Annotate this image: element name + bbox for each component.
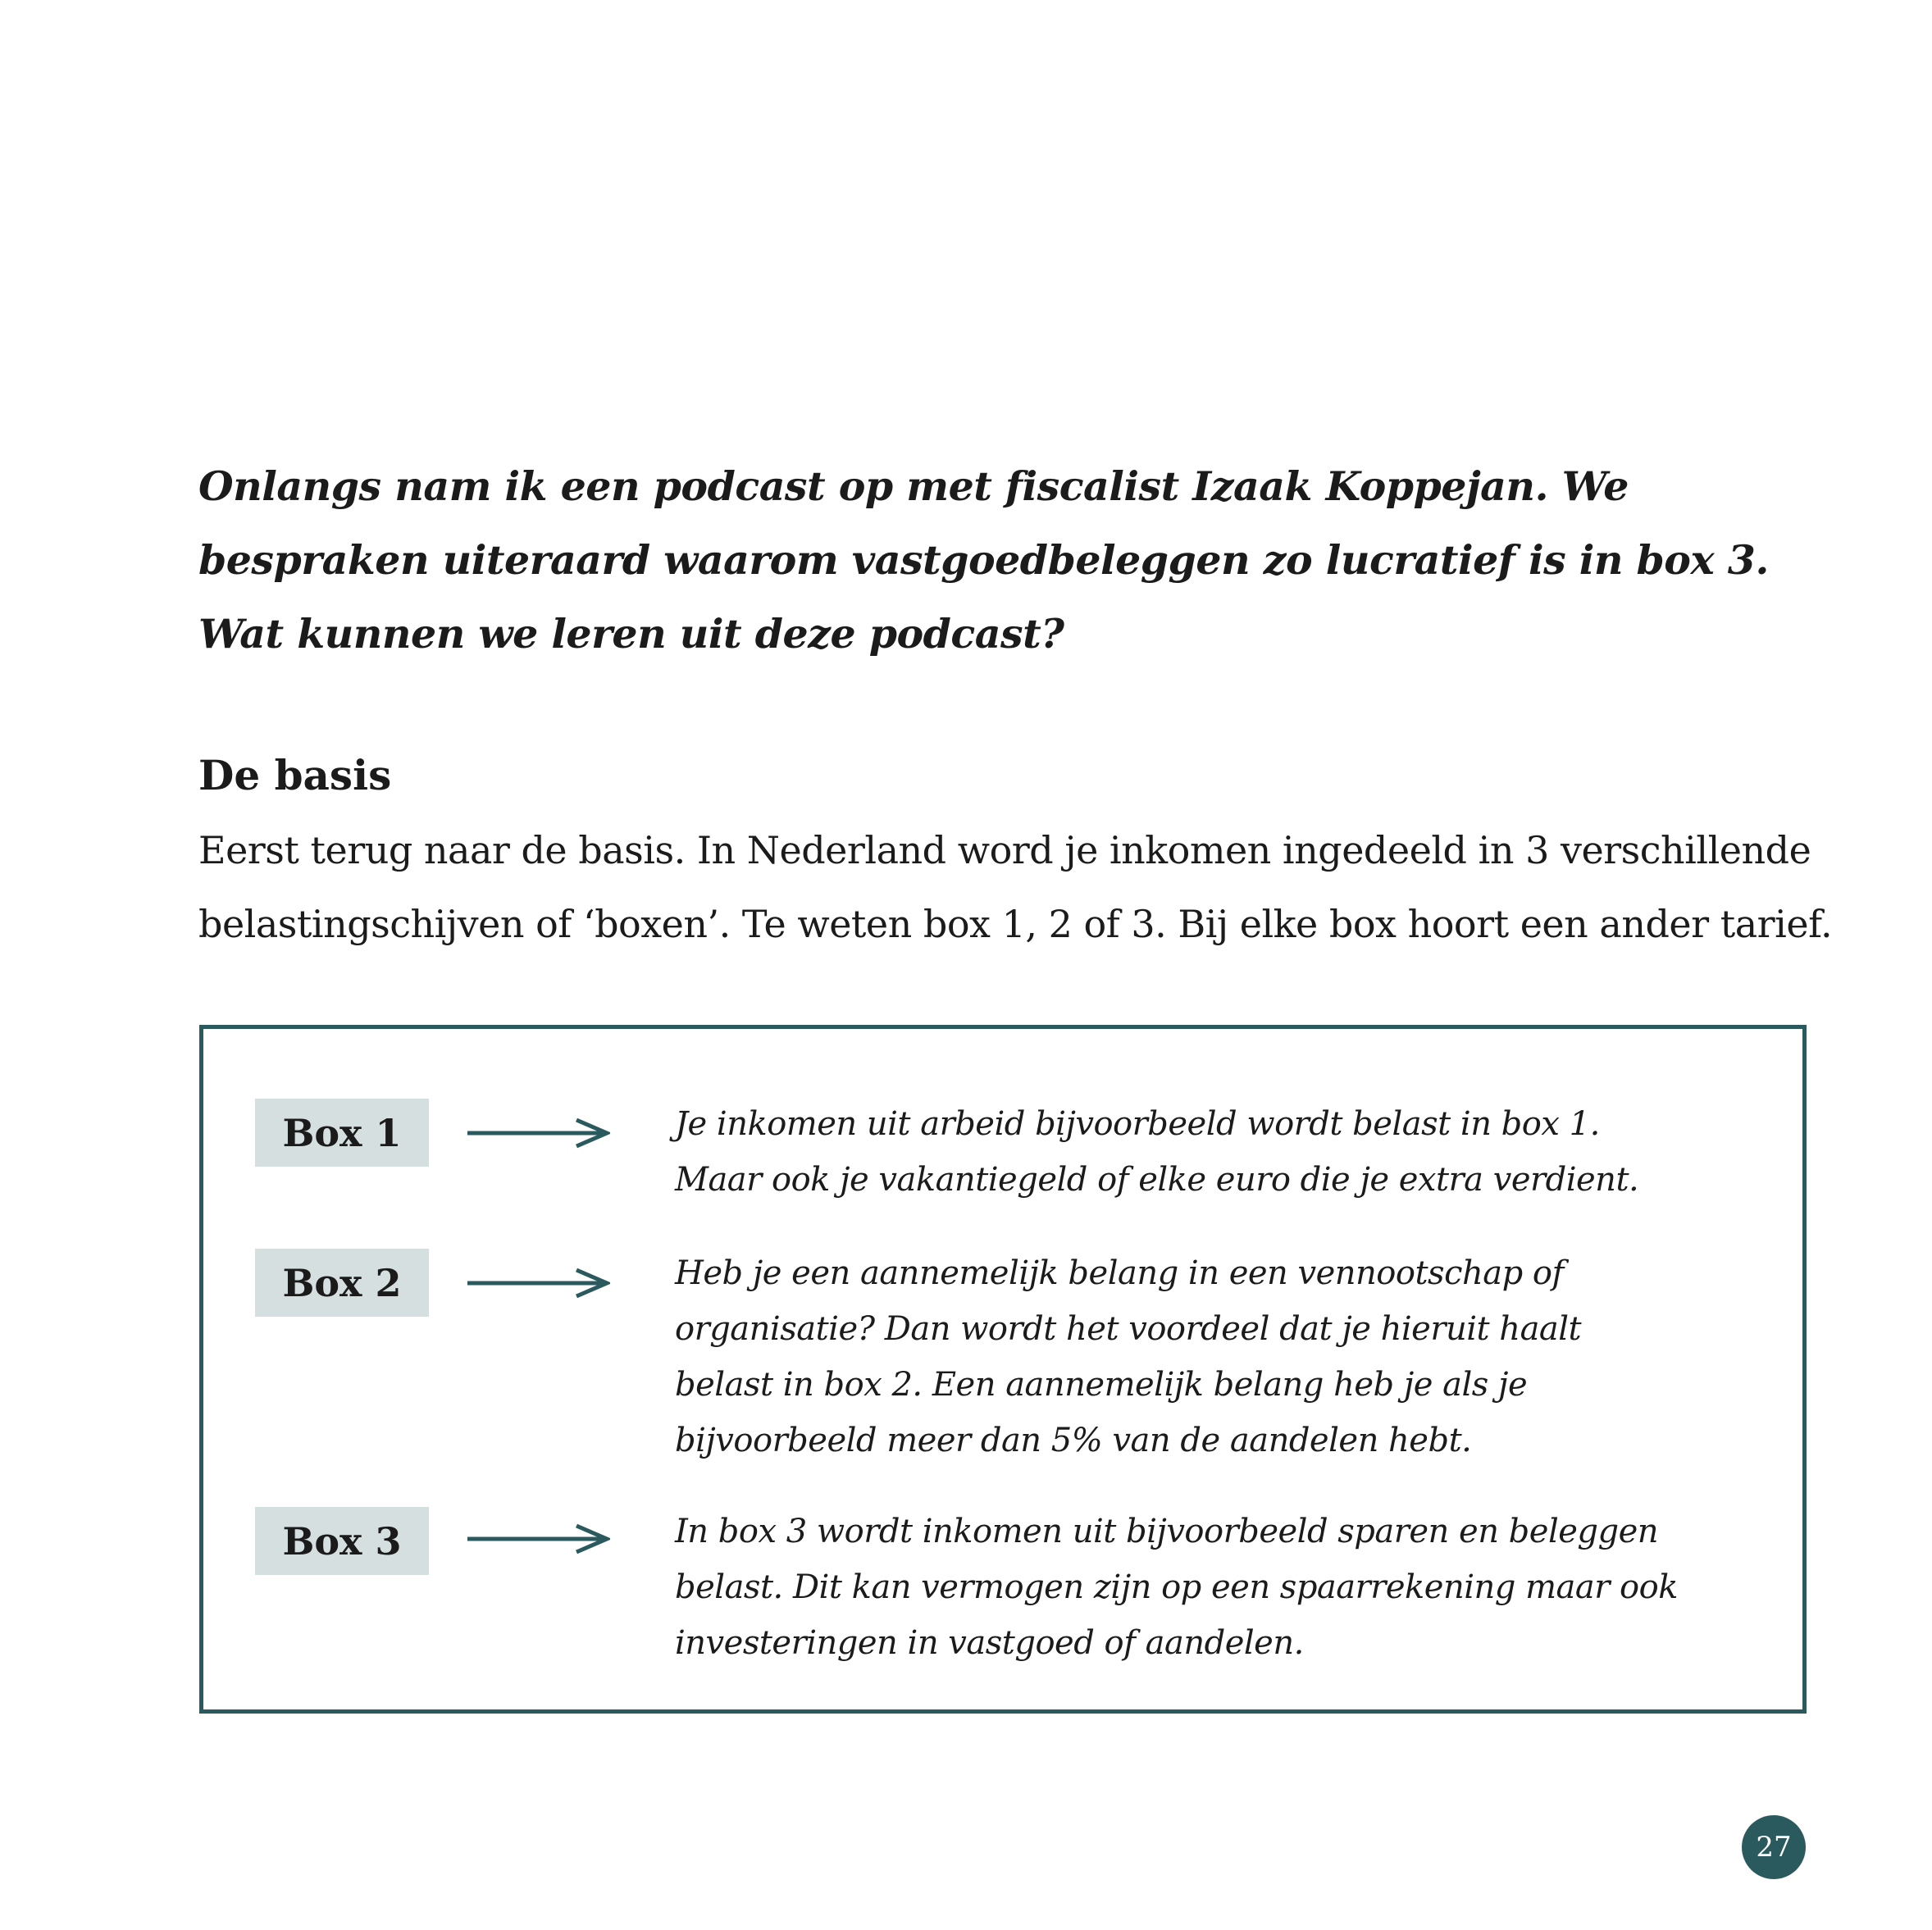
box-3-line: belast. Dit kan vermogen zijn op een spaarrekening maar ook (675, 1568, 1678, 1606)
box-1-description (675, 1096, 1757, 1208)
box-3-description (675, 1504, 1757, 1671)
box-1-label: Box 1 (255, 1099, 429, 1167)
box-3-line: investeringen in vastgoed of aandelen. (675, 1624, 1304, 1662)
box-2-line: organisatie? Dan wordt het voordeel dat je hieruit haalt (675, 1310, 1582, 1348)
section-body: Eerst terug naar de basis. In Nederland word je inkomen ingedeeld in 3 verschillende belastingschijven of ‘boxen’. Te weten box 1, 2 of 3. Bij elke box hoort een ander tarief. (198, 828, 1833, 946)
box-3-line: In box 3 wordt inkomen uit bijvoorbeeld sparen en beleggen (675, 1513, 1659, 1550)
box-2-line: Heb je een aannemelijk belang in een vennootschap of (675, 1254, 1564, 1292)
box-3-label: Box 3 (255, 1507, 429, 1575)
tax-boxes-panel (199, 1025, 1807, 1714)
box-2-line: bijvoorbeeld meer dan 5% van de aandelen hebt. (675, 1422, 1472, 1459)
box-2-label: Box 2 (255, 1249, 429, 1317)
box-2-description (675, 1245, 1757, 1468)
arrow-right-icon (466, 1117, 610, 1149)
arrow-right-icon (466, 1523, 610, 1555)
intro-paragraph: Onlangs nam ik een podcast op met fiscalist Izaak Koppejan. We bespraken uiteraard waarom vastgoedbeleggen zo lucratief is in box 3. Wat kunnen we leren uit deze podcast? (198, 462, 1769, 658)
box-1-line: Je inkomen uit arbeid bijvoorbeeld wordt belast in box 1. (675, 1105, 1600, 1143)
page-number-badge: 27 (1742, 1815, 1806, 1879)
arrow-right-icon (466, 1267, 610, 1300)
box-1-line: Maar ook je vakantiegeld of elke euro die je extra verdient. (675, 1161, 1639, 1199)
box-2-line: belast in box 2. Een aannemelijk belang heb je als je (675, 1366, 1528, 1404)
section-heading: De basis (198, 751, 392, 799)
